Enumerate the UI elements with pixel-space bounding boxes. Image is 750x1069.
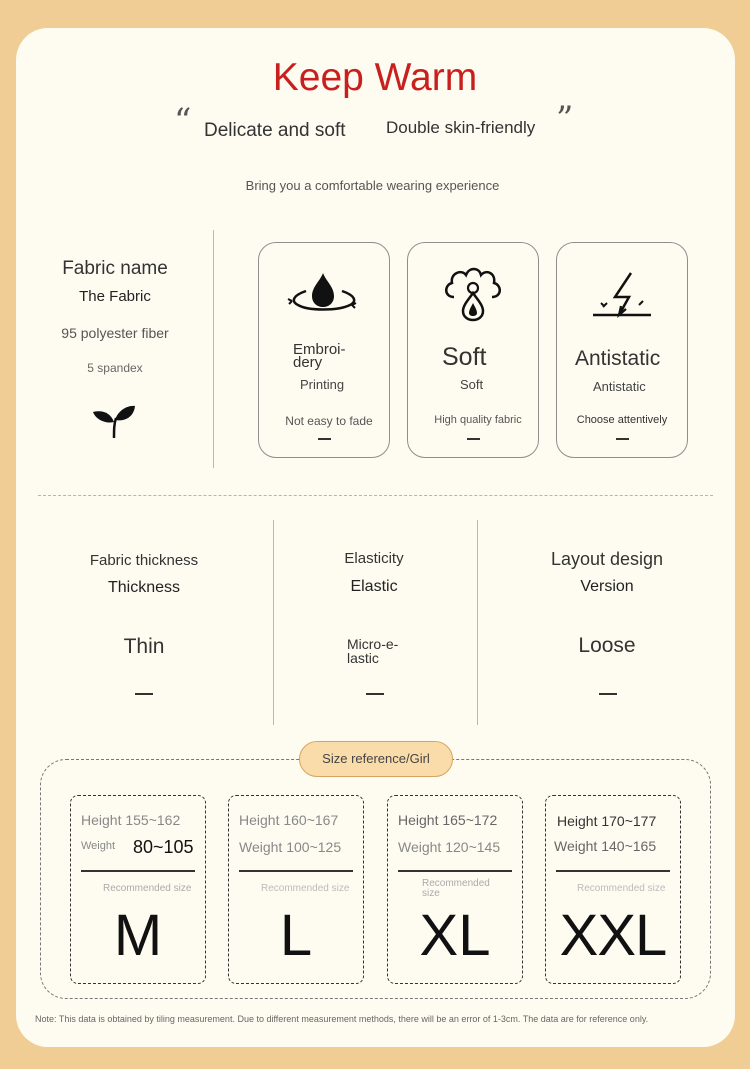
size-underline [398,870,512,872]
divider-vertical [477,520,478,725]
size-card-xl [387,795,523,984]
size-letter: M [113,903,163,968]
attribute-label: Fabric thickness [89,552,199,569]
page-title: Keep Warm [272,56,478,99]
cotton-flower-icon [408,267,538,327]
recommended-size-label: Recommended size [103,883,192,894]
feature-card-antistatic [556,242,688,458]
feature-title: Embroi- dery [293,341,346,371]
fabric-info [40,258,190,375]
recommended-size-label: Recommended size [261,883,350,894]
recommended-size-label: Recommended size [422,878,490,899]
divider-vertical [213,230,214,468]
feature-title: Soft [442,343,487,371]
measurement-note: Note: This data is obtained by tiling measurement. Due to different measurement methods, there will be an error of 1-3cm. The data are for reference only. [35,1014,649,1024]
attribute-label: Elasticity [344,550,404,567]
attribute-layout [513,549,701,658]
size-card-m [70,795,206,984]
size-letter: L [279,903,313,968]
attribute-name: Version [580,578,634,595]
feature-subtitle: Antistatic [593,379,646,394]
feature-subtitle: Printing [300,377,345,392]
attribute-name: Elastic [350,578,398,595]
size-card-l [228,795,364,984]
feature-card-embroidery [258,242,390,458]
quote-close-mark: ” [556,99,574,139]
size-letter: XXL [559,903,667,968]
attribute-thickness [50,552,238,659]
dash-mark [467,438,480,440]
dash-mark [616,438,629,440]
size-weight: Weight 140~165 [554,838,657,854]
size-height: Height 160~167 [239,812,339,828]
fabric-composition-1: 95 polyester fiber [61,325,169,341]
size-weight-value: 80~105 [133,837,194,857]
size-underline [556,870,670,872]
divider-vertical [273,520,274,725]
size-card-xxl [545,795,681,984]
dash-mark [599,693,617,695]
lightning-icon [557,267,687,327]
feature-subtitle: Soft [460,377,484,392]
water-drop-icon [259,267,389,327]
size-underline [81,870,195,872]
feature-card-soft [407,242,539,458]
feature-title: Antistatic [575,347,661,370]
dash-mark [318,438,331,440]
size-height: Height 165~172 [398,812,498,828]
attribute-value: Thin [123,635,165,658]
recommended-size-label: Recommended size [577,883,666,894]
size-underline [239,870,353,872]
fabric-name-value: The Fabric [79,288,151,305]
sprout-icon [92,404,136,440]
section-divider [38,495,713,496]
size-weight: Weight 120~145 [398,839,501,855]
attribute-value: Loose [578,634,636,657]
feature-tag-skin: Double skin-friendly [386,118,536,137]
attribute-label: Layout design [550,549,664,569]
dash-mark [135,693,153,695]
fabric-composition-2: 5 spandex [87,361,143,375]
feature-tag-soft: Delicate and soft [204,120,346,141]
size-weight-label: Weight [81,840,116,852]
size-reference-label: Size reference/Girl [299,741,453,777]
attribute-name: Thickness [107,579,181,596]
feature-description: Not easy to fade [285,414,373,428]
size-letter: XL [419,903,491,968]
feature-description: High quality fabric [434,414,522,426]
feature-description: Choose attentively [576,414,668,426]
fabric-name-label: Fabric name [62,258,168,279]
tagline: Bring you a comfortable wearing experience [245,178,500,193]
attribute-elasticity [280,550,468,596]
size-height: Height 155~162 [81,812,181,828]
quote-open-mark: “ [174,101,192,141]
attribute-value: Micro-e- lastic [347,636,399,666]
dash-mark [366,693,384,695]
size-weight: Weight 100~125 [239,839,342,855]
size-height: Height 170~177 [557,813,657,829]
